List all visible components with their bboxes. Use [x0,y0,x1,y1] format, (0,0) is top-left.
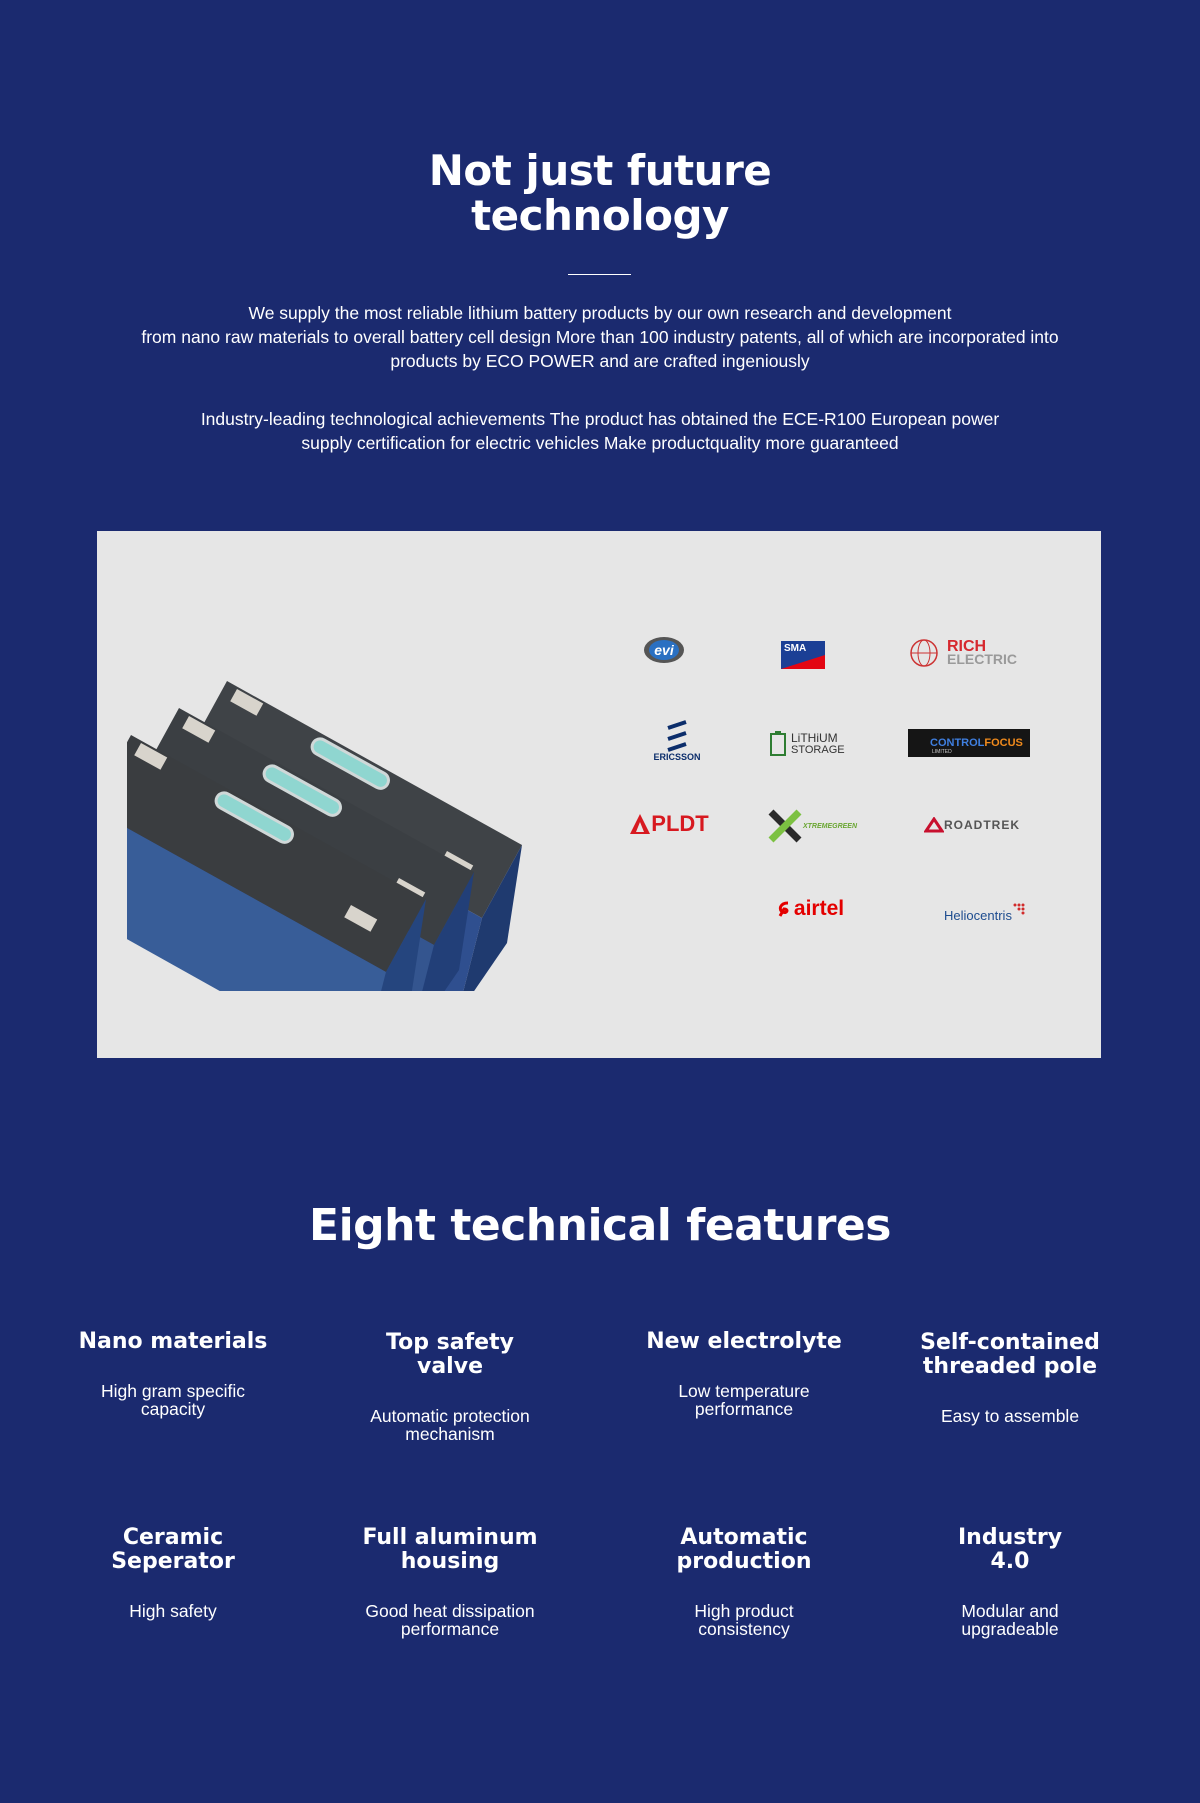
logo-rich-text: RICH [947,638,987,655]
hero-title [0,148,1200,238]
feature-desc: High safety [129,1601,217,1621]
pldt-logo-icon [629,813,651,835]
feature-name: Industry 4.0 [957,1525,1063,1574]
logo-sma-text: SMA [784,643,807,654]
logo-heliocentris [935,901,1035,929]
hero-title-line-2: technology [471,191,729,240]
title-divider [568,274,631,275]
logo-roadtrek-text: ROADTREK [944,818,1020,832]
feature-desc: Low temperature performance [678,1381,810,1419]
logo-evi [642,635,686,665]
feature-desc: Automatic protection mechanism [370,1406,530,1444]
logo-lithium-storage [769,729,849,759]
hero-title-line-1: Not just future [428,146,772,195]
intro-2-line: supply certification for electric vehicles Make productquality more guaranteed [301,433,899,453]
intro-2-line: Industry-leading technological achievements The product has obtained the ECE-R100 European power [200,409,1000,429]
heliocentris-dots-icon [1012,902,1026,916]
rich-electric-globe-icon [909,638,939,668]
intro-paragraph-1 [100,301,1100,373]
ericsson-logo-icon [664,720,690,752]
logo-ericsson [642,716,712,766]
intro-1-line: We supply the most reliable lithium battery products by our own research and development [248,303,952,323]
logo-limited-text: LIMITED [932,749,952,755]
feature-name: Top safety valve [386,1330,514,1379]
battery-cells-image [127,631,607,991]
logo-control-focus [908,729,1030,757]
feature-name: New electrolyte [646,1329,842,1354]
logo-evi-text: evi [654,642,674,658]
airtel-logo-icon [776,900,792,918]
feature-desc: Good heat dissipation performance [365,1601,535,1639]
feature-industry-4 [890,1526,1130,1638]
logo-ericsson-text: ERICSSON [653,752,701,762]
intro-paragraph-2 [100,407,1100,455]
logo-rich-electric [909,635,1033,671]
feature-name: Self-contained threaded pole [920,1330,1100,1379]
logo-lithium-text: LiTHiUM [791,731,838,745]
feature-top-safety-valve [330,1331,570,1443]
logo-electric-text: ELECTRIC [947,651,1017,667]
intro-1-line: from nano raw materials to overall battery cell design More than 100 industry patents, all of which are incorporated into [141,327,1059,347]
logo-xtremegreen [757,806,867,846]
feature-name: Automatic production [676,1525,812,1574]
feature-new-electrolyte [624,1330,864,1418]
logo-focus-text: FOCUS [984,737,1023,749]
roadtrek-logo-icon [924,817,944,833]
feature-ceramic-separator [53,1526,293,1620]
logo-pldt [624,809,714,839]
feature-automatic-production [624,1526,864,1638]
feature-threaded-pole [890,1331,1130,1425]
xtremegreen-logo-icon [767,808,803,844]
feature-desc: High product consistency [694,1601,794,1639]
logo-airtel-text: airtel [793,897,845,920]
logo-airtel [765,895,855,923]
feature-desc: Modular and upgradeable [961,1601,1059,1639]
feature-name: Ceramic Seperator [111,1525,235,1574]
logo-xtremegreen-text: XTREMEGREEN [802,822,858,830]
logo-heliocentris-text: Heliocentris [944,907,1012,923]
feature-nano-materials [53,1330,293,1418]
logo-sma [781,641,825,669]
logo-roadtrek [912,813,1032,837]
product-showcase-panel [97,531,1101,1058]
feature-desc: High gram specific capacity [101,1381,245,1419]
features-title: Eight technical features [309,1200,891,1251]
logo-control-text: CONTROL [930,737,985,749]
logo-pldt-text: PLDT [651,811,709,836]
feature-aluminum-housing [330,1526,570,1638]
feature-name: Nano materials [78,1329,268,1354]
feature-name: Full aluminum housing [362,1525,538,1574]
logo-storage-text: STORAGE [791,744,845,756]
feature-desc: Easy to assemble [940,1406,1080,1426]
intro-1-line: products by ECO POWER and are crafted ingeniously [390,351,810,371]
lithium-storage-battery-icon [769,731,787,757]
